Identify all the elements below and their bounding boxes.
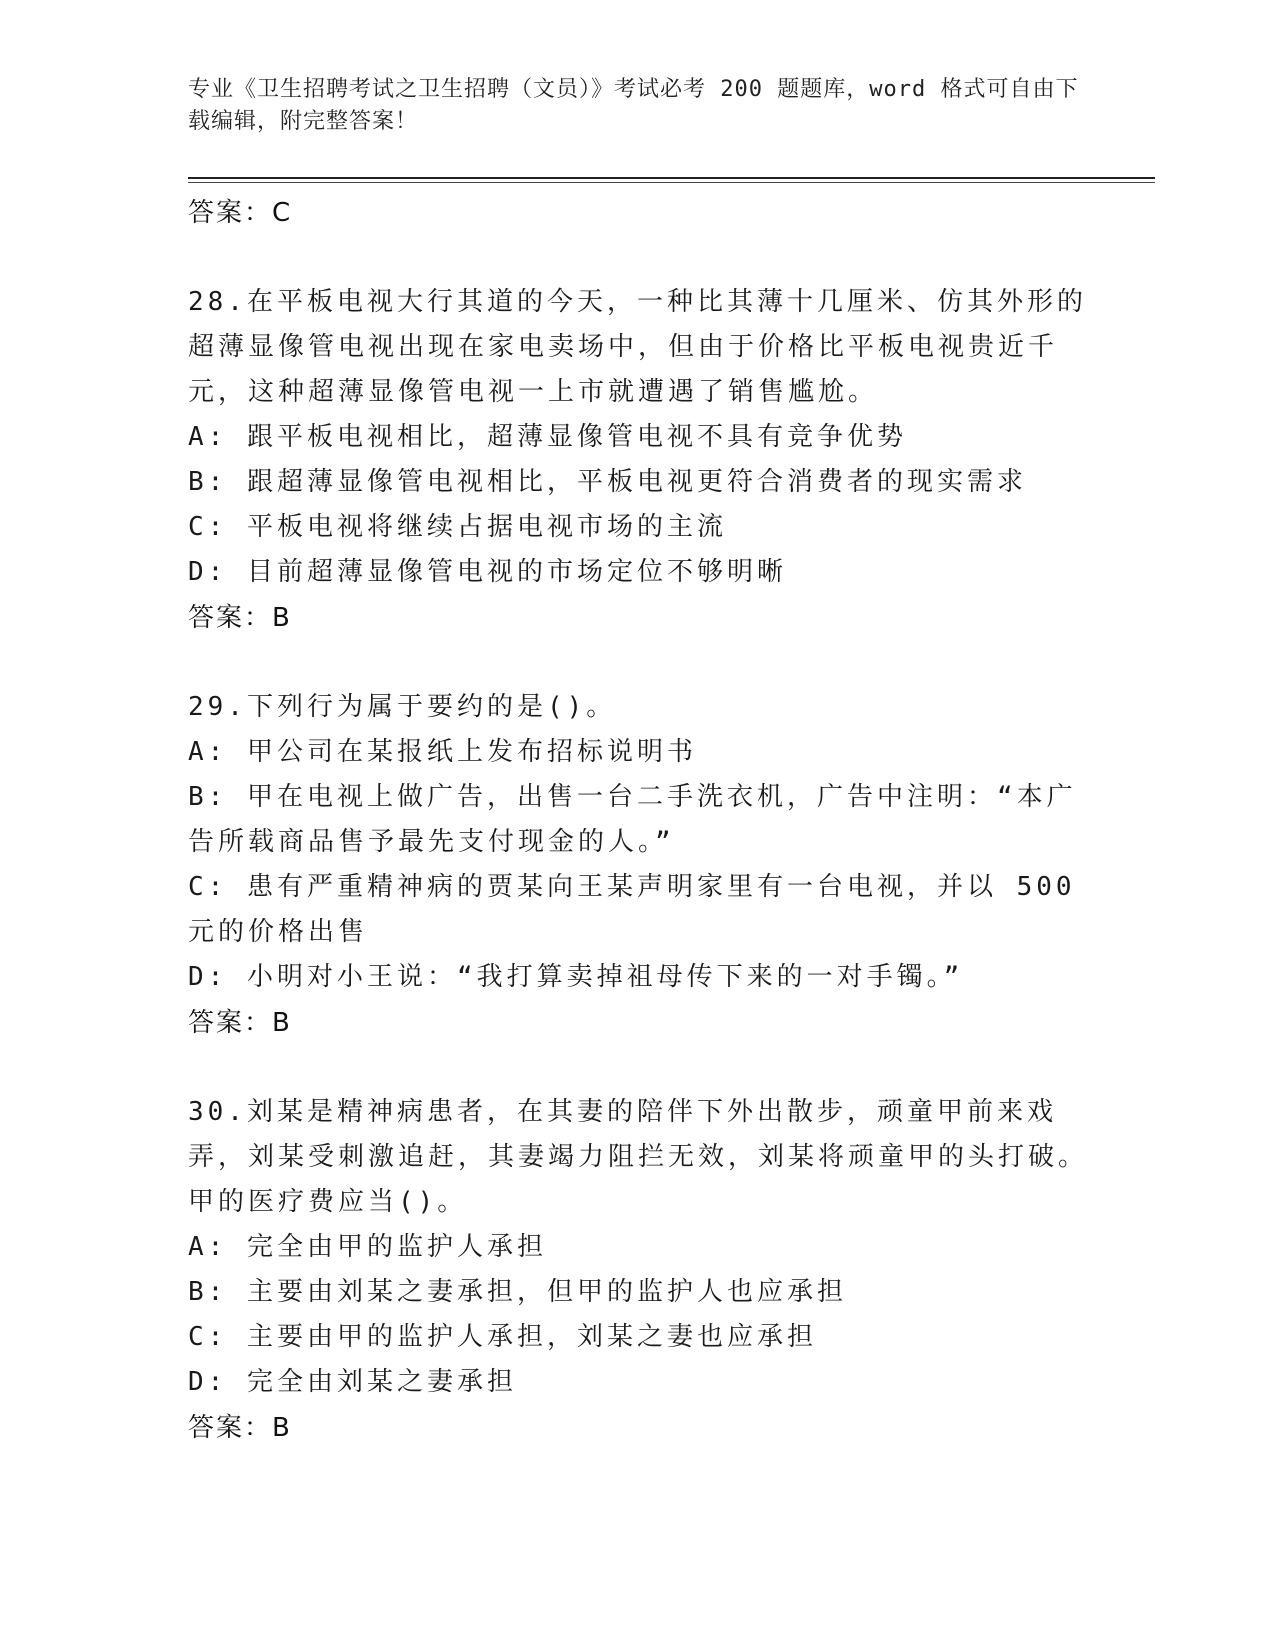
- question-28: [188, 280, 1088, 641]
- question-stem: 30.刘某是精神病患者，在其妻的陪伴下外出散步，顽童甲前来戏弄，刘某受刺激追赶，其妻竭力阻拦无效，刘某将顽童甲的头打破。甲的医疗费应当()。: [188, 1097, 1089, 1217]
- header-rule-thin: [188, 182, 1155, 183]
- option-c: C: 患有严重精神病的贾某向王某声明家里有一台电视，并以 500 元的价格出售: [188, 872, 1076, 947]
- answer-line: 答案：B: [188, 1008, 292, 1038]
- question-29: [188, 685, 1088, 1046]
- answer-line: 答案：C: [188, 198, 293, 228]
- header-rule-thick: [188, 177, 1155, 179]
- option-b: B: 跟超薄显像管电视相比，平板电视更符合消费者的现实需求: [188, 467, 1027, 497]
- answer-line: 答案：B: [188, 1413, 292, 1443]
- option-b: B: 主要由刘某之妻承担，但甲的监护人也应承担: [188, 1277, 847, 1307]
- question-list: [188, 190, 1088, 1451]
- option-a: A: 完全由甲的监护人承担: [188, 1232, 547, 1262]
- option-d: D: 完全由刘某之妻承担: [188, 1367, 517, 1397]
- document-header: 专业《卫生招聘考试之卫生招聘（文员）》考试必考 200 题题库，word 格式可自由下载编辑，附完整答案！: [188, 77, 1079, 134]
- question-30: [188, 1090, 1088, 1451]
- answer-line: 答案：B: [188, 603, 292, 633]
- question-stem: 29.下列行为属于要约的是()。: [188, 692, 617, 722]
- option-a: A: 跟平板电视相比，超薄显像管电视不具有竞争优势: [188, 422, 907, 452]
- option-d: D: 目前超薄显像管电视的市场定位不够明晰: [188, 557, 787, 587]
- option-c: C: 主要由甲的监护人承担，刘某之妻也应承担: [188, 1322, 817, 1352]
- option-a: A: 甲公司在某报纸上发布招标说明书: [188, 737, 697, 767]
- option-d: D: 小明对小王说：“我打算卖掉祖母传下来的一对手镯。”: [188, 962, 964, 992]
- option-b: B: 甲在电视上做广告，出售一台二手洗衣机，广告中注明：“本广告所载商品售予最先支付现金的人。”: [188, 782, 1077, 857]
- question-stem: 28.在平板电视大行其道的今天，一种比其薄十几厘米、仿其外形的超薄显像管电视出现在家电卖场中，但由于价格比平板电视贵近千元，这种超薄显像管电视一上市就遭遇了销售尴尬。: [188, 287, 1087, 407]
- option-c: C: 平板电视将继续占据电视市场的主流: [188, 512, 727, 542]
